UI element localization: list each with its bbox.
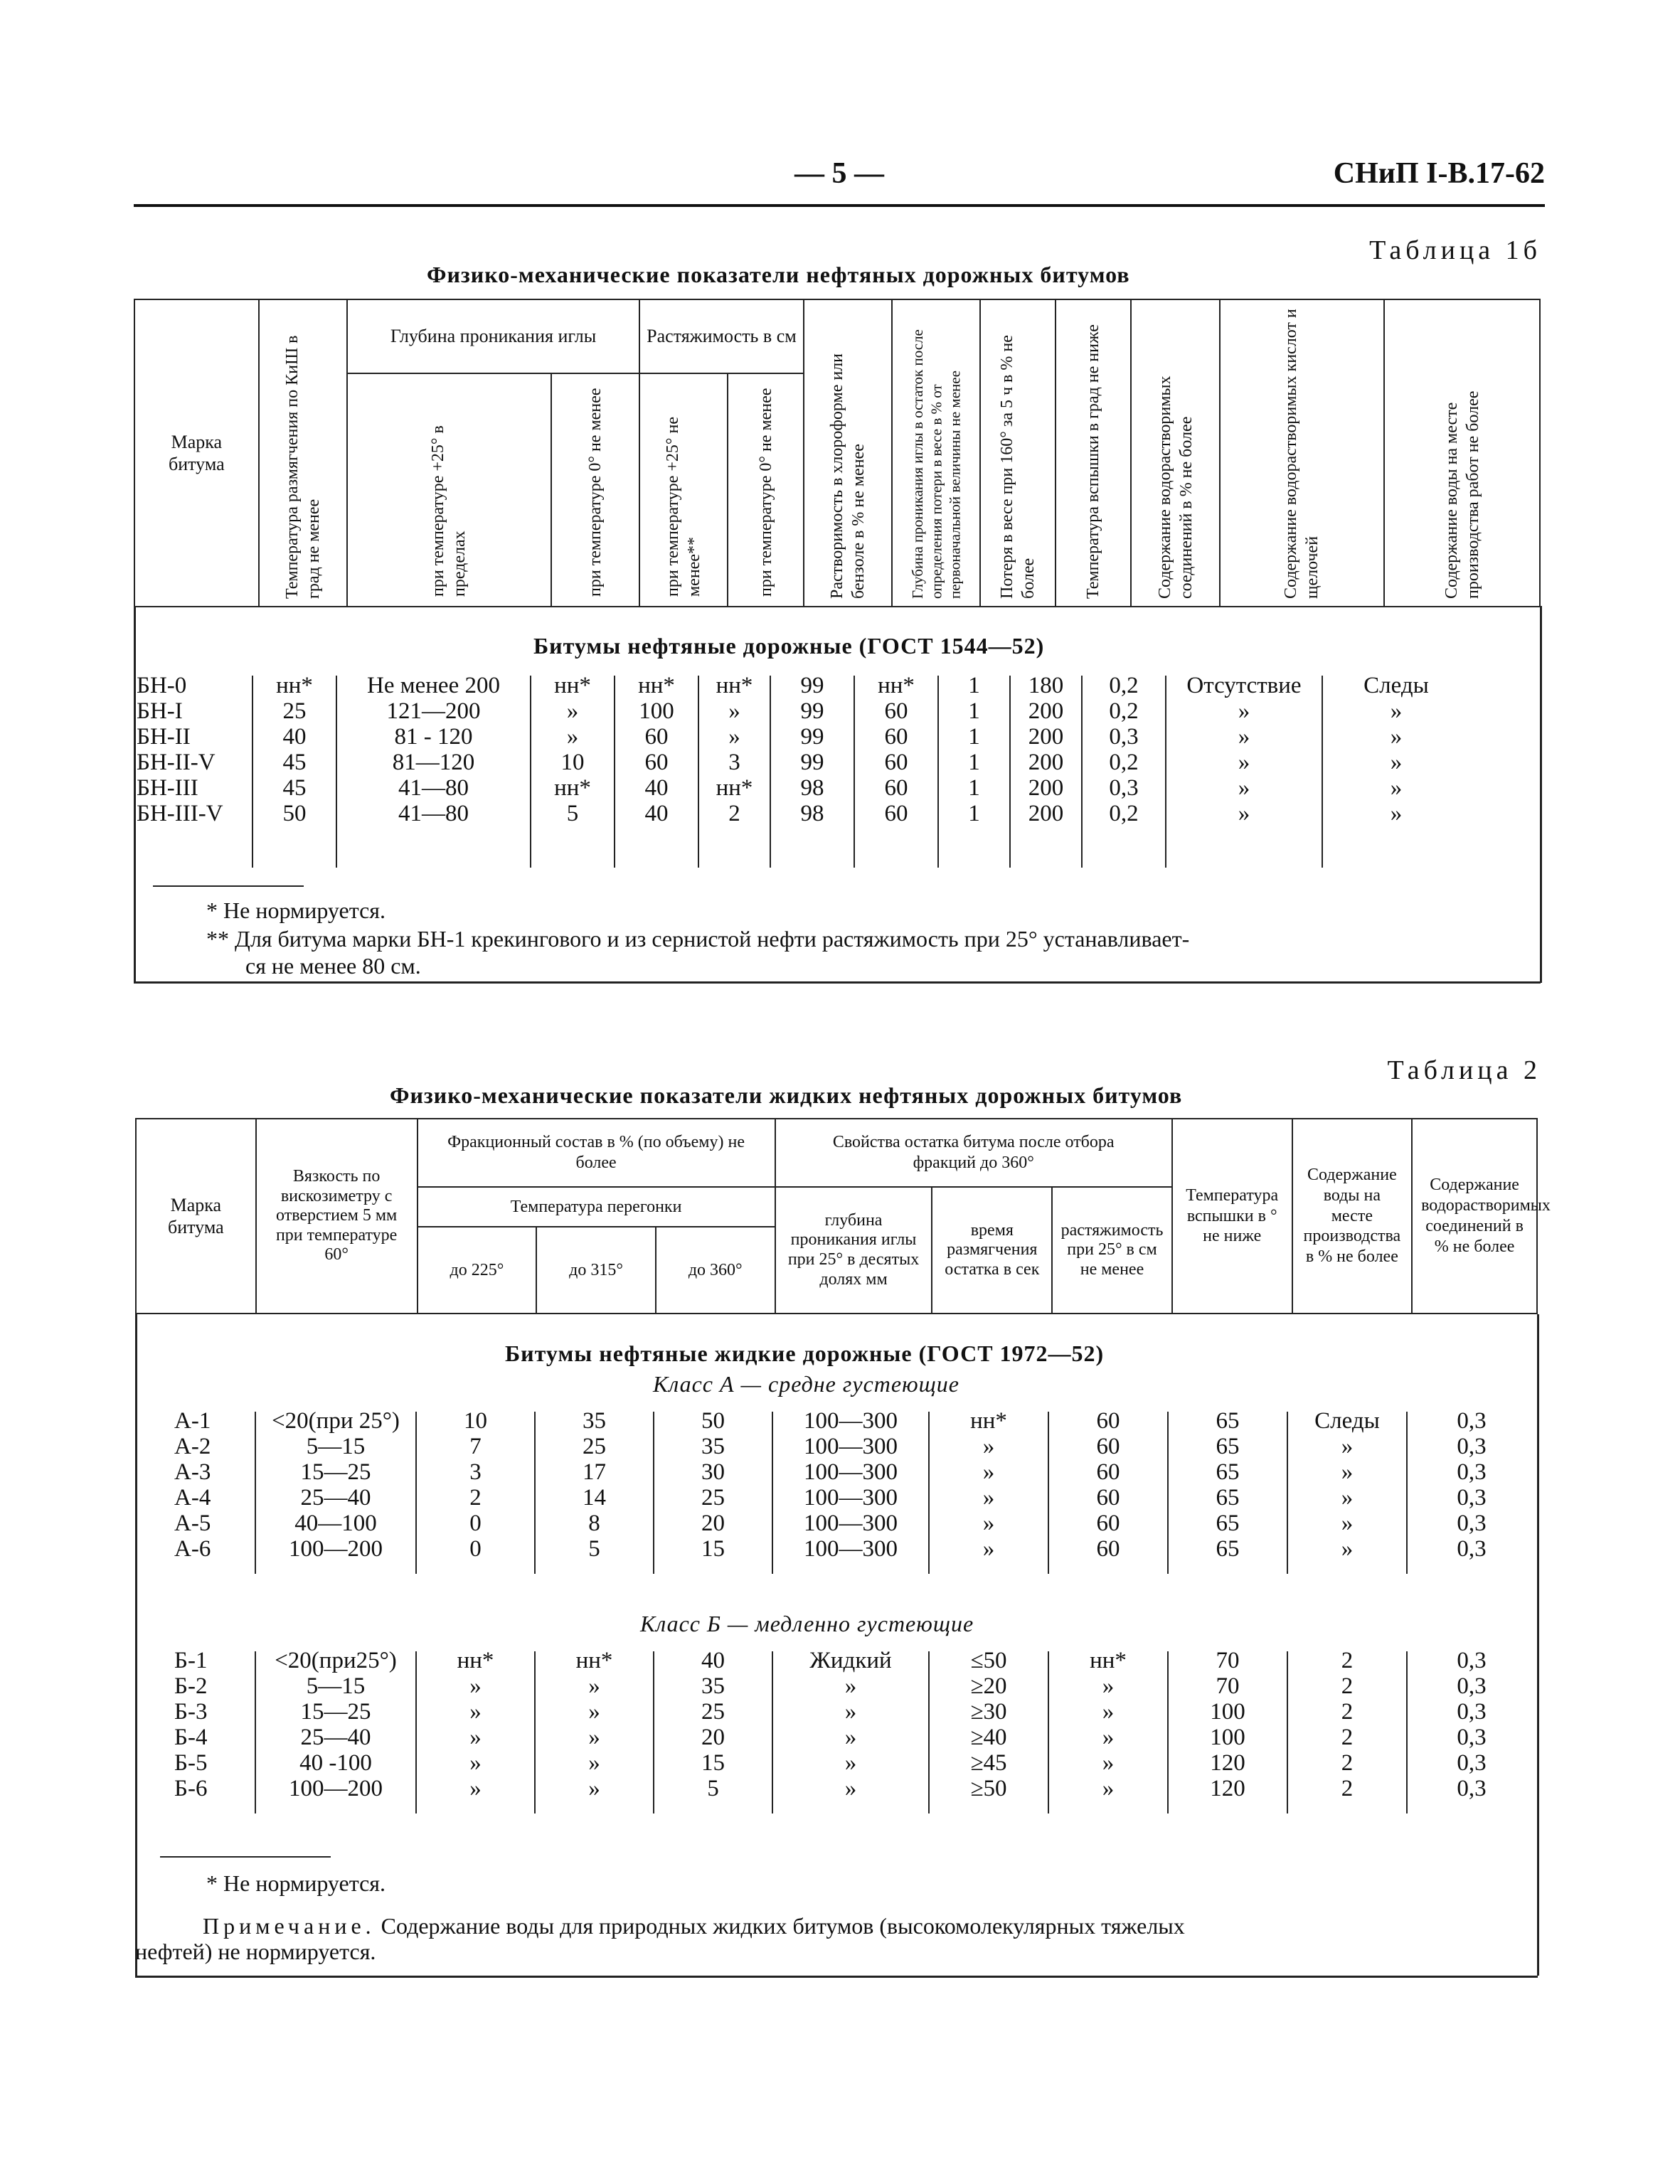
table-cell: 180 [1028, 673, 1064, 698]
table-row [0, 1725, 1680, 1750]
table-cell: 100 [1210, 1699, 1245, 1725]
table-cell: 60 [1096, 1511, 1120, 1536]
table-cell: 40 [644, 775, 669, 801]
table2-label: Таблица 2 [1387, 1055, 1541, 1085]
table-cell: 0,2 [1109, 698, 1139, 724]
table-cell: 100—300 [804, 1485, 898, 1511]
table-cell: » [588, 1699, 600, 1725]
table-cell: » [982, 1434, 995, 1459]
table-cell: 100 [1210, 1725, 1245, 1750]
table-cell: 200 [1028, 775, 1064, 801]
table-cell: 14 [583, 1485, 606, 1511]
note-label: Примечание. [203, 1913, 376, 1939]
table-cell: 2 [1341, 1776, 1354, 1801]
table-row [0, 1750, 1680, 1776]
table-row [0, 775, 1680, 801]
table-cell: Б-1 [174, 1648, 208, 1673]
table-cell: » [1102, 1776, 1115, 1801]
table-cell: » [588, 1673, 600, 1699]
table-cell: » [1102, 1699, 1115, 1725]
table-cell: Отсутствие [1186, 673, 1302, 698]
table-cell: 0,3 [1457, 1750, 1487, 1776]
table-cell: 65 [1216, 1485, 1240, 1511]
table-cell: 99 [800, 698, 824, 724]
table-cell: » [1390, 698, 1403, 724]
table-cell: » [844, 1699, 857, 1725]
table-cell: 100—300 [804, 1459, 898, 1485]
table-cell: » [1341, 1536, 1354, 1562]
table-cell: 0,3 [1109, 724, 1139, 750]
table-cell: 15 [701, 1536, 725, 1562]
table1-bottom-rule [134, 981, 1541, 984]
t2-note-cont: нефтей) не нормируется. [135, 1939, 376, 1964]
header-rule [134, 204, 1545, 207]
table-cell: » [1390, 801, 1403, 826]
table-cell: 100—300 [804, 1434, 898, 1459]
table-cell: 3 [728, 750, 740, 775]
t2-h-distill: Температура перегонки [418, 1187, 775, 1227]
t1-h-pen25: при температуре +25° в пределах [347, 373, 551, 607]
table-cell: 65 [1216, 1536, 1240, 1562]
table-cell: 60 [644, 750, 669, 775]
table-cell: нн* [1090, 1648, 1127, 1673]
t1-h-water: Содержание воды на месте производства работ не более [1384, 299, 1540, 607]
t2-h-res-soft: время размягчения остатка в сек [932, 1187, 1052, 1314]
table-cell: Б-2 [174, 1673, 208, 1699]
table-cell: » [1341, 1485, 1354, 1511]
table-cell: » [1341, 1511, 1354, 1536]
table-row [0, 1408, 1680, 1434]
table-cell: Не менее 200 [367, 673, 500, 698]
table-cell: 1 [968, 724, 980, 750]
table-cell: БН-0 [137, 673, 187, 698]
table-cell: 100 [639, 698, 674, 724]
table-cell: » [1238, 724, 1250, 750]
table-cell: 0 [469, 1511, 482, 1536]
table-cell: 60 [884, 698, 908, 724]
table-cell: » [1238, 801, 1250, 826]
table-cell: 25 [701, 1485, 725, 1511]
table-cell: 200 [1028, 724, 1064, 750]
table-cell: 70 [1216, 1673, 1240, 1699]
table-cell: 121—200 [386, 698, 481, 724]
table-cell: 35 [583, 1408, 606, 1434]
table-cell: нн* [970, 1408, 1007, 1434]
table-cell: 60 [884, 801, 908, 826]
table-row [0, 801, 1680, 826]
table-cell: 60 [1096, 1408, 1120, 1434]
table-cell: А-1 [174, 1408, 211, 1434]
table-cell: 2 [1341, 1648, 1354, 1673]
table1-label: Таблица 1б [1369, 235, 1541, 265]
table-row [0, 673, 1680, 698]
table-cell: 7 [469, 1434, 482, 1459]
table-cell: Следы [1314, 1408, 1380, 1434]
table-cell: 25 [583, 1434, 606, 1459]
table-cell: 41—80 [398, 801, 469, 826]
table-cell: 60 [1096, 1459, 1120, 1485]
table-cell: 3 [469, 1459, 482, 1485]
table-cell: 0,2 [1109, 673, 1139, 698]
table-cell: 120 [1210, 1776, 1245, 1801]
table-cell: » [1238, 698, 1250, 724]
table-cell: нн* [638, 673, 675, 698]
t1-h-solubility: Растворимость в хлороформе или бензоле в % не менее [804, 299, 892, 607]
table-cell: 2 [728, 801, 740, 826]
table-cell: Б-6 [174, 1776, 208, 1801]
table-cell: 100—200 [289, 1776, 383, 1801]
table-cell: А-3 [174, 1459, 211, 1485]
table-cell: » [844, 1673, 857, 1699]
document-code: СНиП I-В.17-62 [1333, 157, 1545, 190]
table-cell: » [1390, 775, 1403, 801]
table1-section-title: Битумы нефтяные дорожные (ГОСТ 1544—52) [533, 633, 1045, 659]
t1-h-duct0: при температуре 0° не менее [728, 373, 803, 607]
table-cell: 1 [968, 801, 980, 826]
table-cell: » [982, 1485, 995, 1511]
table-cell: А-4 [174, 1485, 211, 1511]
table-cell: 40 [282, 724, 307, 750]
table-cell: 2 [1341, 1699, 1354, 1725]
table-cell: А-5 [174, 1511, 211, 1536]
table-cell: 0,3 [1457, 1699, 1487, 1725]
table-cell: 60 [1096, 1485, 1120, 1511]
table-cell: <20(при 25°) [272, 1408, 400, 1434]
table-cell: Б-3 [174, 1699, 208, 1725]
t2-h-brand: Марка битума [136, 1119, 256, 1314]
t2-h-res-pen: глубина проникания иглы при 25° в десятых долях мм [775, 1187, 932, 1314]
table-cell: 50 [701, 1408, 725, 1434]
footnote-rule [153, 885, 304, 887]
table-cell: А-6 [174, 1536, 211, 1562]
t1-h-duct25: при температуре +25° не менее** [639, 373, 728, 607]
table-cell: 0,2 [1109, 750, 1139, 775]
table-cell: 0,3 [1457, 1648, 1487, 1673]
table-cell: нн* [878, 673, 915, 698]
table-cell: 200 [1028, 750, 1064, 775]
table-row [0, 1673, 1680, 1699]
table-cell: » [588, 1776, 600, 1801]
t1-h-pen0: при температуре 0° не менее [551, 373, 639, 607]
table-cell: 8 [588, 1511, 600, 1536]
table-cell: 100—300 [804, 1536, 898, 1562]
table-row [0, 1434, 1680, 1459]
t1-footnote-1: * Не нормируется. [206, 897, 386, 923]
table-cell: 45 [282, 775, 307, 801]
table-row [0, 698, 1680, 724]
t2-h-225: до 225° [418, 1227, 537, 1314]
table-cell: » [469, 1776, 482, 1801]
table-cell: 25—40 [300, 1725, 371, 1750]
table-cell: 0,3 [1457, 1673, 1487, 1699]
table-cell: 10 [464, 1408, 487, 1434]
table1-title: Физико-механические показатели нефтяных дорожных битумов [427, 262, 1130, 287]
table-cell: 99 [800, 750, 824, 775]
t1-h-ductility: Растяжимость в см [639, 299, 803, 373]
table-cell: нн* [575, 1648, 613, 1673]
t2-h-residue: Свойства остатка битума после отбора фракций до 360° [775, 1119, 1172, 1187]
table-cell: Следы [1363, 673, 1429, 698]
table-cell: » [566, 698, 579, 724]
table-cell: 5 [588, 1536, 600, 1562]
table-cell: 35 [701, 1673, 725, 1699]
table-cell: 81 - 120 [394, 724, 473, 750]
table-cell: 99 [800, 724, 824, 750]
table-cell: 5 [566, 801, 579, 826]
table-cell: » [469, 1725, 482, 1750]
table-cell: » [982, 1511, 995, 1536]
table-cell: » [982, 1536, 995, 1562]
table-cell: » [1238, 775, 1250, 801]
t1-h-weightloss: Потеря в весе при 160° за 5 ч в % не более [980, 299, 1056, 607]
t1-footnote-2-cont: ся не менее 80 см. [245, 953, 421, 979]
table-cell: нн* [554, 775, 591, 801]
table-cell: 2 [1341, 1673, 1354, 1699]
table-cell: БН-I [137, 698, 183, 724]
table-cell: 5—15 [306, 1673, 366, 1699]
table-cell: 25—40 [300, 1485, 371, 1511]
table-cell: 60 [884, 775, 908, 801]
table-cell: 60 [644, 724, 669, 750]
table-cell: 65 [1216, 1434, 1240, 1459]
t2-footnote-1: * Не нормируется. [206, 1870, 386, 1896]
table-row [0, 750, 1680, 775]
table-cell: » [1341, 1459, 1354, 1485]
table-cell: 2 [469, 1485, 482, 1511]
table-cell: <20(при25°) [275, 1648, 397, 1673]
table-cell: 81—120 [392, 750, 475, 775]
table-cell: 15—25 [300, 1699, 371, 1725]
t1-h-acids: Содержание водорастворимых кислот и щелочей [1220, 299, 1384, 607]
table-cell: » [982, 1459, 995, 1485]
table-cell: 65 [1216, 1511, 1240, 1536]
t2-h-fraction: Фракционный состав в % (по объему) не более [418, 1119, 775, 1187]
class-a-title: Класс А — средне густеющие [653, 1371, 959, 1397]
t2-h-water: Содержание воды на месте производства в % не более [1292, 1119, 1413, 1314]
table-cell: 25 [282, 698, 307, 724]
table-cell: 0,2 [1109, 801, 1139, 826]
table-cell: » [844, 1776, 857, 1801]
table2-section-title: Битумы нефтяные жидкие дорожные (ГОСТ 1972—52) [505, 1341, 1105, 1366]
table-cell: 1 [968, 673, 980, 698]
t2-h-315: до 315° [536, 1227, 656, 1314]
table-cell: 70 [1216, 1648, 1240, 1673]
table-cell: 120 [1210, 1750, 1245, 1776]
table-cell: » [588, 1725, 600, 1750]
table-cell: 60 [1096, 1434, 1120, 1459]
table2-title: Физико-механические показатели жидких нефтяных дорожных битумов [390, 1082, 1183, 1108]
t1-h-residue: Глубина проникания иглы в остаток после определения потери в весе в % от первоначальной величины не менее [892, 299, 980, 607]
table-cell: 0,3 [1457, 1408, 1487, 1434]
table-cell: Жидкий [809, 1648, 892, 1673]
table-cell: 1 [968, 750, 980, 775]
table-row [0, 1459, 1680, 1485]
table-cell: 200 [1028, 698, 1064, 724]
table-cell: 5—15 [306, 1434, 366, 1459]
table-row [0, 1511, 1680, 1536]
table-cell: » [844, 1750, 857, 1776]
t2-h-viscosity: Вязкость по вискозиметру с отверстием 5 мм при температуре 60° [256, 1119, 418, 1314]
t2-h-360: до 360° [656, 1227, 775, 1314]
t2-h-res-duct: растяжимость при 25° в см не менее [1052, 1187, 1172, 1314]
table-cell: » [469, 1750, 482, 1776]
table-cell: » [1341, 1434, 1354, 1459]
table-cell: 60 [884, 724, 908, 750]
table-cell: 40—100 [294, 1511, 377, 1536]
table-cell: » [728, 698, 740, 724]
table-cell: 98 [800, 775, 824, 801]
table-cell: 25 [701, 1699, 725, 1725]
table-cell: 20 [701, 1725, 725, 1750]
table-cell: 0,3 [1109, 775, 1139, 801]
table-cell: » [469, 1699, 482, 1725]
t1-h-penetration: Глубина проникания иглы [347, 299, 639, 373]
footnote-rule [160, 1856, 331, 1858]
table-cell: » [728, 724, 740, 750]
table-cell: ≥50 [970, 1776, 1007, 1801]
table-cell: 41—80 [398, 775, 469, 801]
table-cell: 40 [644, 801, 669, 826]
table-cell: нн* [716, 775, 753, 801]
table-cell: 60 [1096, 1536, 1120, 1562]
table-cell: » [844, 1725, 857, 1750]
t1-footnote-2: ** Для битума марки БН-1 крекингового и из сернистой нефти растяжимость при 25° устанавливает- [206, 926, 1190, 952]
t2-h-flash: Температура вспышки в ° не ниже [1172, 1119, 1292, 1314]
table-row [0, 1648, 1680, 1673]
table-cell: » [1390, 750, 1403, 775]
table-cell: 0,3 [1457, 1485, 1487, 1511]
table-cell: » [1102, 1673, 1115, 1699]
table-cell: » [1238, 750, 1250, 775]
table-cell: 0,3 [1457, 1776, 1487, 1801]
table-cell: 0,3 [1457, 1459, 1487, 1485]
table-cell: ≥30 [970, 1699, 1007, 1725]
table-cell: 0 [469, 1536, 482, 1562]
table-cell: 200 [1028, 801, 1064, 826]
table-cell: ≥45 [970, 1750, 1007, 1776]
t1-h-flash: Температура вспышки в град не ниже [1056, 299, 1131, 607]
table2-bottom-rule [135, 1976, 1538, 1978]
table-cell: БН-II [137, 724, 191, 750]
table-row [0, 1485, 1680, 1511]
table-cell: 0,3 [1457, 1511, 1487, 1536]
table-cell: 15—25 [300, 1459, 371, 1485]
table-cell: 0,3 [1457, 1536, 1487, 1562]
table-cell: » [469, 1673, 482, 1699]
table-cell: Б-4 [174, 1725, 208, 1750]
table-cell: 0,3 [1457, 1434, 1487, 1459]
table-row [0, 1776, 1680, 1801]
table-cell: 5 [707, 1776, 719, 1801]
table-cell: 10 [560, 750, 585, 775]
table-cell: 65 [1216, 1459, 1240, 1485]
table-cell: 2 [1341, 1725, 1354, 1750]
table-cell: 15 [701, 1750, 725, 1776]
table1-header [134, 299, 1541, 607]
table-cell: нн* [716, 673, 753, 698]
table-cell: » [1390, 724, 1403, 750]
table-cell: 40 -100 [299, 1750, 372, 1776]
t1-h-watersol: Содержание водорастворимых соединений в % не более [1131, 299, 1219, 607]
t1-h-brand: Марка битума [134, 299, 259, 607]
table-cell: 65 [1216, 1408, 1240, 1434]
table-cell: 2 [1341, 1750, 1354, 1776]
table-cell: ≥40 [970, 1725, 1007, 1750]
table-cell: А-2 [174, 1434, 211, 1459]
table-cell: » [566, 724, 579, 750]
table-row [0, 724, 1680, 750]
table-cell: 35 [701, 1434, 725, 1459]
table-cell: 30 [701, 1459, 725, 1485]
table-cell: 100—200 [289, 1536, 383, 1562]
table-cell: БН-III [137, 775, 198, 801]
table-cell: 100—300 [804, 1408, 898, 1434]
t2-h-watersol: Содержание водорастворимых соединений в % не более [1412, 1119, 1537, 1314]
table-cell: 1 [968, 775, 980, 801]
table-cell: 20 [701, 1511, 725, 1536]
table-row [0, 1699, 1680, 1725]
table-cell: 0,3 [1457, 1725, 1487, 1750]
table-cell: нн* [276, 673, 313, 698]
note-text: Содержание воды для природных жидких битумов (высокомолекулярных тяжелых [381, 1913, 1185, 1939]
table-cell: Б-5 [174, 1750, 208, 1776]
table-cell: 40 [701, 1648, 725, 1673]
table-cell: нн* [457, 1648, 494, 1673]
table-cell: 45 [282, 750, 307, 775]
table-cell: ≥20 [970, 1673, 1007, 1699]
table-cell: нн* [554, 673, 591, 698]
page-number: — 5 — [794, 157, 884, 190]
table-cell: 1 [968, 698, 980, 724]
class-b-title: Класс Б — медленно густеющие [640, 1611, 974, 1636]
table-cell: » [1102, 1725, 1115, 1750]
table-row [0, 1536, 1680, 1562]
t2-note [203, 1913, 1185, 1939]
table-cell: 100—300 [804, 1511, 898, 1536]
table2-header [135, 1118, 1551, 1314]
table-cell: ≤50 [970, 1648, 1007, 1673]
table-cell: 17 [583, 1459, 606, 1485]
table-cell: 98 [800, 801, 824, 826]
table-cell: 50 [282, 801, 307, 826]
t1-h-softening: Температура размягчения по КиШ в град не менее [259, 299, 347, 607]
table-cell: » [588, 1750, 600, 1776]
table-cell: 60 [884, 750, 908, 775]
table-cell: 99 [800, 673, 824, 698]
table-cell: БН-III-V [137, 801, 223, 826]
table-cell: БН-II-V [137, 750, 216, 775]
table-cell: » [1102, 1750, 1115, 1776]
